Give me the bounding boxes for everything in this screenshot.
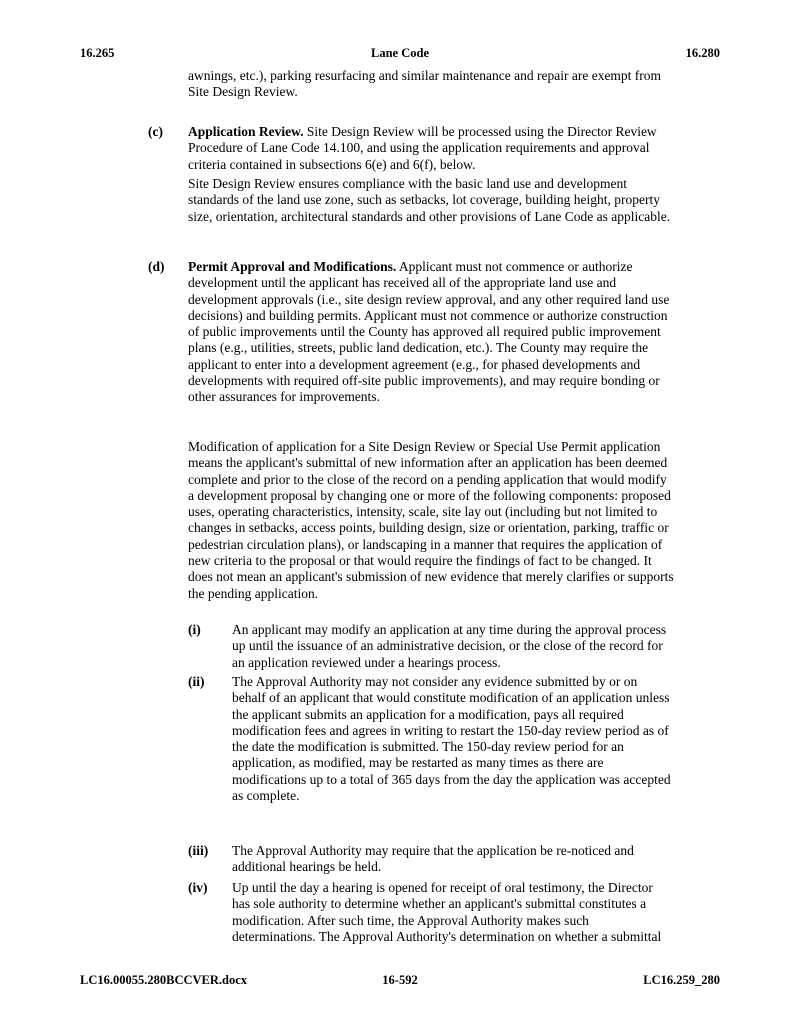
header-section-end: 16.280: [685, 46, 720, 60]
section-c-paragraph-2: Site Design Review ensures compliance with the basic land use and development standards of the land use zone, such as setbacks, lot coverage, building height, property size, orientation, architectural standards and other provisions of Lane Code as applicable.: [188, 176, 671, 224]
footer-page-number: 16-592: [382, 973, 418, 987]
section-c-heading: Application Review.: [188, 124, 304, 139]
item-i-label: (i): [188, 622, 201, 637]
item-iv-text: Up until the day a hearing is opened for receipt of oral testimony, the Director has sole authority to determine whether an applicant's submittal constitutes a modification. After such time, the Approval Authority makes such determinations. The Approval Authority's determination on whether a submittal: [232, 880, 662, 944]
section-c-label: (c): [148, 124, 163, 139]
footer-range: LC16.259_280: [643, 973, 720, 987]
item-i-text: An applicant may modify an application at any time during the approval process up until the issuance of an administrative decision, or the close of the record for an application reviewed under a hearings process.: [232, 622, 667, 670]
header-title: Lane Code: [371, 46, 429, 60]
section-d-paragraph-2: Modification of application for a Site Design Review or Special Use Permit application means the applicant's submittal of new information after an application has been deemed complete and prior to the close of the record on a pending application that would modify a development proposal by changing one or more of the following components: proposed uses, operating characteristics, intensity, scale, site lay out (including but not limited to changes in setbacks, access points, building design, size or orientation, parking, traffic or pedestrian circulation plans), or landscaping in a manner that requires the application of new criteria to the proposal or that would require the findings of fact to be changed. It does not mean an applicant's submission of new evidence that merely clarifies or supports the pending application.: [188, 439, 674, 601]
section-c-text: Site Design Review will be processed using the Director Review Procedure of Lane Code 14.100, and using the application requirements and approval criteria contained in subsections 6(e) and 6(f), below.: [188, 124, 657, 172]
continuation-paragraph: awnings, etc.), parking resurfacing and similar maintenance and repair are exempt from Site Design Review.: [188, 68, 662, 100]
section-d-text: Applicant must not commence or authorize development until the applicant has received all of the appropriate land use and development approvals (i.e., site design review approval, and any other required land use decisions) and building permits. Applicant must not commence or authorize construction of public improvements until the County has approved all required public improvement plans (e.g., utilities, streets, public land dedication, etc.). The County may require the applicant to enter into a development agreement (e.g., for phased developments and developments with required off-site public improvements), and may require bonding or other assurances for improvements.: [188, 259, 670, 405]
section-c-paragraph: [188, 124, 657, 173]
item-iv-label: (iv): [188, 880, 208, 895]
header-section-start: 16.265: [80, 46, 115, 60]
item-ii-label: (ii): [188, 674, 205, 689]
item-ii-text: The Approval Authority may not consider any evidence submitted by or on behalf of an applicant that would constitute modification of an application unless the applicant submits an application for a modification, pays all required modification fees and agrees in writing to restart the 150-day review period as of the date the modification is submitted. The 150-day review period for an application, as modified, may be restarted as many times as there are modifications up to a total of 365 days from the day the application was accepted as complete.: [232, 674, 671, 804]
section-d-label: (d): [148, 259, 165, 274]
section-d-paragraph: [188, 259, 669, 406]
section-d-heading: Permit Approval and Modifications.: [188, 259, 397, 274]
footer-filename: LC16.00055.280BCCVER.docx: [80, 973, 248, 987]
item-iii-label: (iii): [188, 843, 209, 858]
item-iii-text: The Approval Authority may require that the application be re-noticed and additional hearings be held.: [232, 843, 634, 875]
